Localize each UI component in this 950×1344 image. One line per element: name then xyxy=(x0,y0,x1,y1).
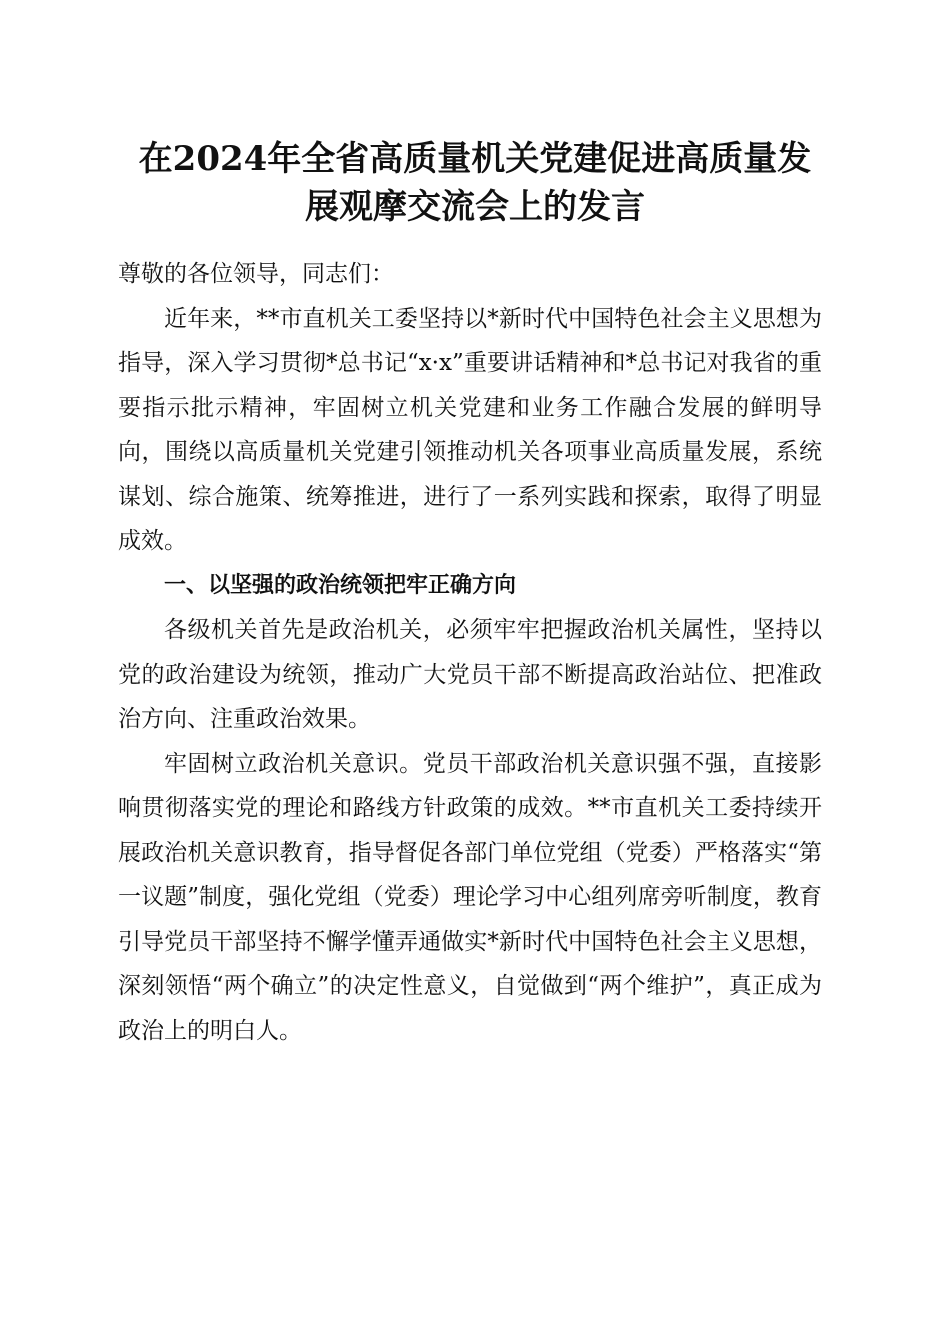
section-heading-1: 一、以坚强的政治统领把牢正确方向 xyxy=(164,572,517,598)
document-title xyxy=(100,135,850,231)
title-line-1: 在2024年全省高质量机关党建促进高质量发 xyxy=(138,139,812,179)
document-body xyxy=(118,252,822,1053)
section1-paragraph-2: 牢固树立政治机关意识。党员干部政治机关意识强不强，直接影响贯彻落实党的理论和路线方针政策的成效。**市直机关工委持续开展政治机关意识教育，指导督促各部门单位党组（党委）严格落实“第一议题”制度，强化党组（党委）理论学习中心组列席旁听制度，教育引导党员干部坚持不懈学懂弄通做实*新时代中国特色社会主义思想，深刻领悟“两个确立”的决定性意义，自觉做到“两个维护”，真正成为政治上的明白人。 xyxy=(118,750,822,1044)
salutation: 尊敬的各位领导，同志们： xyxy=(118,261,394,287)
section1-paragraph-1: 各级机关首先是政治机关，必须牢牢把握政治机关属性，坚持以党的政治建设为统领，推动广大党员干部不断提高政治站位、把准政治方向、注重政治效果。 xyxy=(118,617,822,732)
title-line-2: 展观摩交流会上的发言 xyxy=(305,187,645,227)
intro-paragraph: 近年来，**市直机关工委坚持以*新时代中国特色社会主义思想为指导，深入学习贯彻*总书记“x·x”重要讲话精神和*总书记对我省的重要指示批示精神，牢固树立机关党建和业务工作融合发展的鲜明导向，围绕以高质量机关党建引领推动机关各项事业高质量发展，系统谋划、综合施策、统筹推进，进行了一系列实践和探索，取得了明显成效。 xyxy=(118,305,822,554)
